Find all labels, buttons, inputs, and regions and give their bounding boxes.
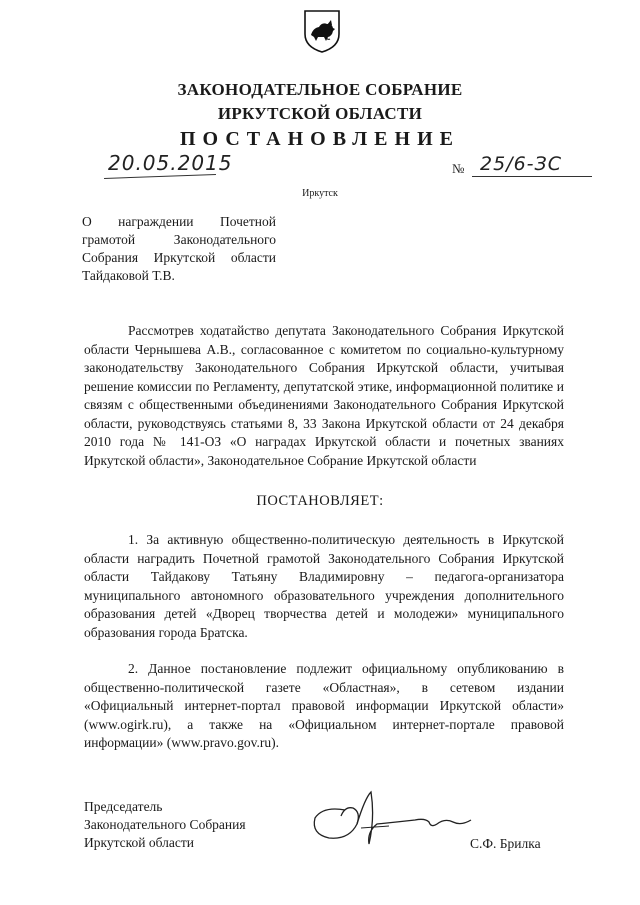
signer-name: С.Ф. Брилка — [470, 836, 541, 851]
signer-title — [84, 798, 246, 852]
preamble-block — [84, 322, 564, 470]
irkutsk-coat-of-arms-icon — [302, 8, 342, 54]
item-block-1 — [84, 531, 564, 642]
org-name-line1: ЗАКОНОДАТЕЛЬНОЕ СОБРАНИЕ — [177, 80, 463, 99]
signer-title-line1: Председатель — [84, 799, 163, 814]
resolution-item-1: 1. За активную общественно-политическую деятельность в Иркутской области наградить Почетной грамотой Законодательного Собрания Иркутской области Тайдакову Татьяну Владимировну – педагога-организатора муниципального автономного образовательного учреждения дополнительного образования детей «Дворец творчества детей и молодежи» муниципального образования города Братска. — [84, 532, 564, 640]
handwritten-signature — [305, 788, 475, 850]
document-number: 25/6-ЗС — [480, 153, 562, 175]
document-subject: О награждении Почетной грамотой Законодательного Собрания Иркутской области Тайдаковой Т.В. — [82, 214, 276, 283]
document-type: ПОСТАНОВЛЕНИЕ — [180, 128, 460, 150]
preamble-paragraph: Рассмотрев ходатайство депутата Законодательного Собрания Иркутской области Чернышева А.В., согласованное с комитетом по социально-культурному законодательству Законодательного Собрания Иркутской области, учитывая решение комиссии по Регламенту, депутатской этике, информационной политике и связям с общественными объединениями Законодательного Собрания Иркутской области, руководствуясь статьями 8, 33 Закона Иркутской области от 24 декабря 2010 года № 141-ОЗ «О наградах Иркутской области и почетных званиях Иркутской области», Законодательное Собрание Иркутской области — [84, 323, 564, 468]
signer-title-line2: Законодательного Собрания — [84, 817, 246, 832]
resolves-heading: ПОСТАНОВЛЯЕТ: — [256, 493, 384, 509]
signer-title-line3: Иркутской области — [84, 835, 195, 850]
city-name: Иркутск — [302, 188, 338, 199]
number-underline — [472, 176, 592, 177]
resolution-item-2: 2. Данное постановление подлежит официальному опубликованию в общественно-политической газете «Областная», в сетевом издании «Официальный интернет-портал правовой информации Иркутской области» (www.ogirk.ru), а также на «Официальном интернет-портале правовой информации» (www.pravo.gov.ru). — [84, 661, 564, 750]
item-block-2 — [84, 660, 564, 753]
document-date: 20.05.2015 — [108, 151, 233, 175]
number-prefix: № — [452, 161, 465, 176]
org-name-line2: ИРКУТСКОЙ ОБЛАСТИ — [217, 104, 423, 123]
